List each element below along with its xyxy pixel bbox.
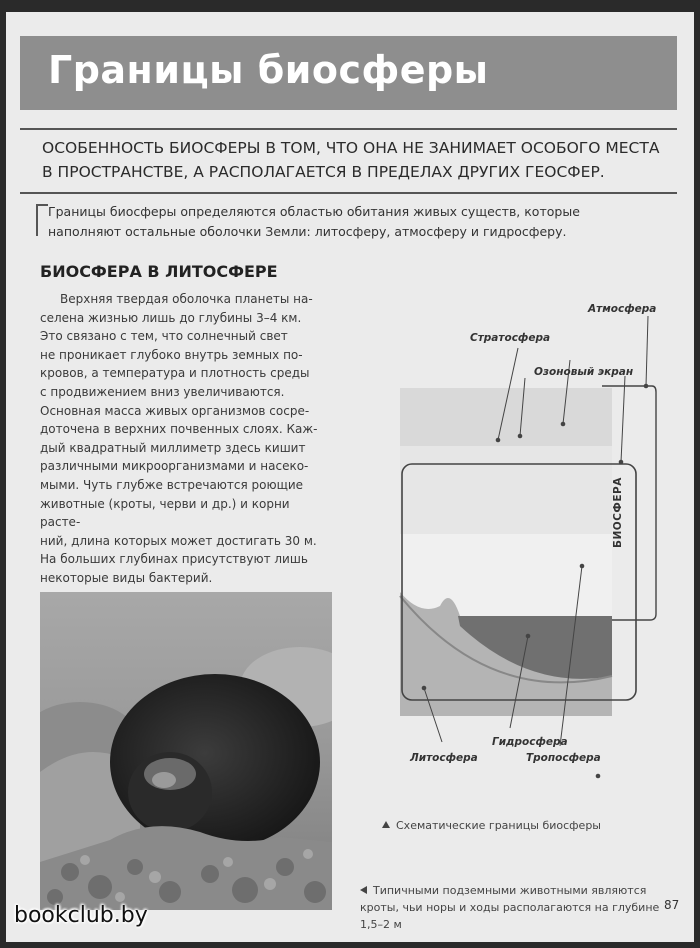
mole-photo <box>40 592 332 910</box>
diagram-caption <box>382 819 601 832</box>
triangle-up-icon <box>382 821 390 828</box>
watermark: bookclub.by <box>14 903 148 928</box>
lead-block <box>20 128 677 194</box>
label-ozone: Озоновый экран <box>534 366 634 378</box>
body-line: некоторые виды бактерий. <box>40 570 213 585</box>
body-line: селена жизнью лишь до глубины 3–4 км. <box>40 310 302 325</box>
intro-text: Границы биосферы определяются областью обитания живых существ, которые наполняют остальные оболочки Земли: литосферу, атмосферу и гидросферу. <box>48 204 580 239</box>
photo-caption <box>360 882 660 933</box>
troposphere-band <box>400 534 612 616</box>
body-line: дый квадратный миллиметр здесь кишит <box>40 440 306 455</box>
body-line: ний, длина которых может достигать 30 м. <box>40 533 317 548</box>
body-line: На больших глубинах присутствуют лишь <box>40 552 308 567</box>
label-stratosphere: Стратосфера <box>470 332 551 344</box>
title-banner <box>20 36 677 110</box>
stratosphere-band <box>400 388 612 446</box>
intro-bracket <box>36 204 48 236</box>
label-hydrosphere: Гидросфера <box>492 736 568 748</box>
intro-paragraph <box>40 202 620 242</box>
label-lithosphere: Литосфера <box>410 752 478 764</box>
label-atmosphere: Атмосфера <box>588 303 657 315</box>
biosphere-diagram <box>380 296 680 796</box>
body-line: Верхняя твердая оболочка планеты на- <box>60 292 313 306</box>
body-line: различными микроорганизмами и насеко- <box>40 459 309 474</box>
mole-body <box>110 674 320 850</box>
ozone-band <box>400 446 612 534</box>
photo-caption-text: Типичными подземными животными являются кроты, чьи норы и ходы располагаются на глубине 1,5–2 м <box>360 884 660 931</box>
body-line: кровов, а температура и плотность среды <box>40 366 310 381</box>
body-line: мыми. Чуть глубже встречаются роющие <box>40 477 304 492</box>
section-heading: БИОСФЕРА В ЛИТОСФЕРЕ <box>40 262 278 281</box>
diagram-caption-text: Схематические границы биосферы <box>396 819 601 832</box>
body-line: Основная масса живых организмов сосре- <box>40 403 310 418</box>
lead-text: ОСОБЕННОСТЬ БИОСФЕРЫ В ТОМ, ЧТО ОНА НЕ ЗАНИМАЕТ ОСОБОГО МЕСТА В ПРОСТРАНСТВЕ, А РАСПОЛАГАЕТСЯ В ПРЕДЕЛАХ ДРУГИХ ГЕОСФЕР. <box>42 139 660 181</box>
body-line: с продвижением вниз увеличиваются. <box>40 384 285 399</box>
body-line: Это связано с тем, что солнечный свет <box>40 329 288 344</box>
body-line: доточена в верхних почвенных слоях. Каж- <box>40 422 318 437</box>
label-troposphere: Тропосфера <box>526 752 601 764</box>
body-line: не проникает глубоко внутрь земных по- <box>40 347 303 362</box>
page-title: Границы биосферы <box>48 48 489 92</box>
body-line: животные (кроты, черви и др.) и корни расте- <box>40 496 290 530</box>
triangle-left-icon <box>360 886 367 894</box>
page-number: 87 <box>664 898 680 912</box>
body-paragraph <box>40 290 318 588</box>
label-biosphere: БИОСФЕРА <box>612 477 624 548</box>
